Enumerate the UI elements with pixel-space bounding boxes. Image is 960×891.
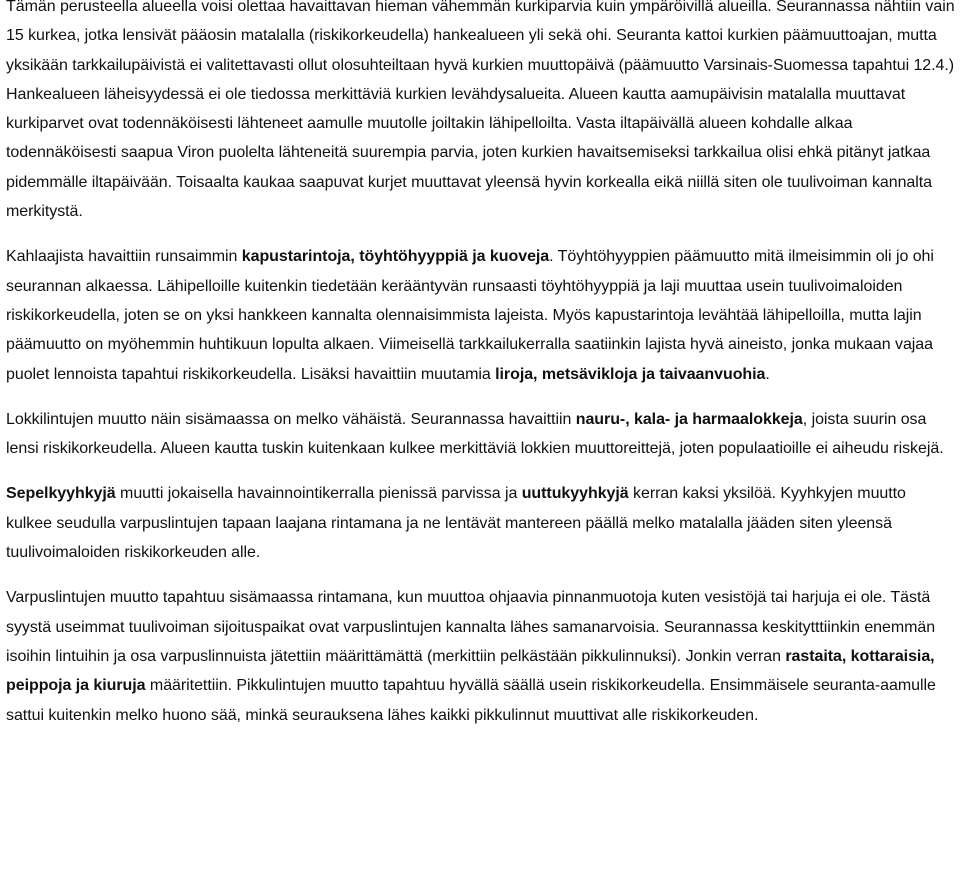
paragraph-text: .	[765, 365, 770, 383]
paragraph-text: muutti jokaisella havainnointikerralla pienissä parvissa ja	[115, 485, 522, 503]
paragraph-text: Varpuslintujen muutto tapahtuu sisämaassa rintamana, kun muuttoa ohjaavia pinnanmuotoja kuten vesistöjä tai harjuja ei ole. Tästä syystä useimmat tuulivoiman sijoituspaikat ovat varpuslintujen kannalta lähes samanarvoisia. Seurannassa keskitytttiinkin enemmän isoihin lintuihin ja osa varpuslinnuista jätettiin määrittämättä (merkittiin pelkästään pikkulinnuksi). Jonkin verran	[6, 589, 936, 665]
bold-species-names: rastaita, kottaraisia, peippoja ja kiuruja	[6, 647, 935, 695]
paragraph-text: Kahlaajista havaittiin runsaimmin	[6, 248, 242, 266]
bold-species-names: kapustarintoja, töyhtöhyyppiä ja kuoveja	[241, 248, 550, 266]
bold-species-names: uuttukyyhkyjä	[521, 485, 629, 503]
document-page	[6, 0, 956, 746]
bold-species-names: nauru-, kala- ja harmaalokkeja	[575, 410, 803, 428]
paragraph-text: , joista suurin osa lensi riskikorkeudella. Alueen kautta tuskin kuitenkaan kulkee merkittäviä lokkien muuttoreittejä, joten populaatioille ei aiheudu riskejä.	[6, 410, 944, 458]
paragraph-waders	[6, 242, 956, 388]
paragraph-pigeons	[6, 479, 956, 567]
paragraph-gulls	[6, 405, 956, 464]
paragraph-passerines	[6, 583, 956, 729]
paragraph-text: . Töyhtöhyyppien päämuutto mitä ilmeisimmin oli jo ohi seurannan alkaessa. Lähipelloille kuitenkin tiedetään kerääntyvän runsaasti töyhtöhyyppiä ja laji muuttaa usein tuulivoimaloiden riskikorkeudella, joten se on yksi hankkeen kannalta olennaisimmista lajeista. Myös kapustarintoja levähtää lähipelloilla, mutta lajin päämuutto on myöhemmin huhtikuun lopulta alkaen. Viimeisellä tarkkailukerralla saatiinkin lajista hyvä aineisto, jonka mukaan vajaa puolet lennoista tapahtui riskikorkeudella. Lisäksi havaittiin muutamia	[6, 248, 934, 383]
bold-species-names: liroja, metsävikloja ja taivaanvuohia	[495, 365, 766, 383]
paragraph-text: määritettiin. Pikkulintujen muutto tapahtuu hyvällä säällä usein riskikorkeudella. Ensimmäisele seuranta-aamulle sattui kuitenkin melko huono sää, minkä seurauksena lähes kaikki pikkulinnut muuttivat alle riskikorkeuden.	[6, 677, 936, 724]
paragraph-text: Lokkilintujen muutto näin sisämaassa on melko vähäistä. Seurannassa havaittiin	[6, 410, 576, 428]
paragraph-text: Tämän perusteella alueella voisi olettaa havaittavan hieman vähemmän kurkiparvia kuin ympäröivillä alueilla. Seurannassa nähtiin vain 15 kurkea, jotka lensivät pääosin matalalla (riskikorkeudella) hankealueen yli sekä ohi. Seuranta kattoi kurkien päämuuttoajan, mutta yksikään tarkkailupäivistä ei valitettavasti ollut olosuhteiltaan hyvä kurkien muuttopäivä (päämuutto Varsinais-Suomessa tapahtui 12.4.) Hankealueen läheisyydessä ei ole tiedossa merkittäviä kurkien levähdysalueita. Alueen kautta aamupäivisin matalalla muuttavat kurkiparvet ovat todennäköisesti lähteneet aamulle muutolle joiltakin lähipelloilta. Vasta iltapäivällä alueen kohdalle alkaa todennäköisesti saapua Viron puolelta lähteneitä suurempia parvia, joten kurkien havaitsemiseksi tarkkailua olisi ehkä pitänyt jatkaa pidemmälle iltapäivään. Toisaalta kaukaa saapuvat kurjet muuttavat yleensä hyvin korkealla eikä niillä siten ole tuulivoiman kannalta merkitystä.	[6, 0, 955, 221]
paragraph-text: kerran kaksi yksilöä. Kyyhkyjen muutto kulkee seudulla varpuslintujen tapaan laajana rintamana ja ne lentävät mantereen päällä melko matalalla jääden siten yleensä tuulivoimaloiden riskikorkeuden alle.	[6, 485, 906, 562]
bold-species-names: Sepelkyyhkyjä	[6, 485, 116, 503]
paragraph-cranes	[6, 0, 956, 226]
